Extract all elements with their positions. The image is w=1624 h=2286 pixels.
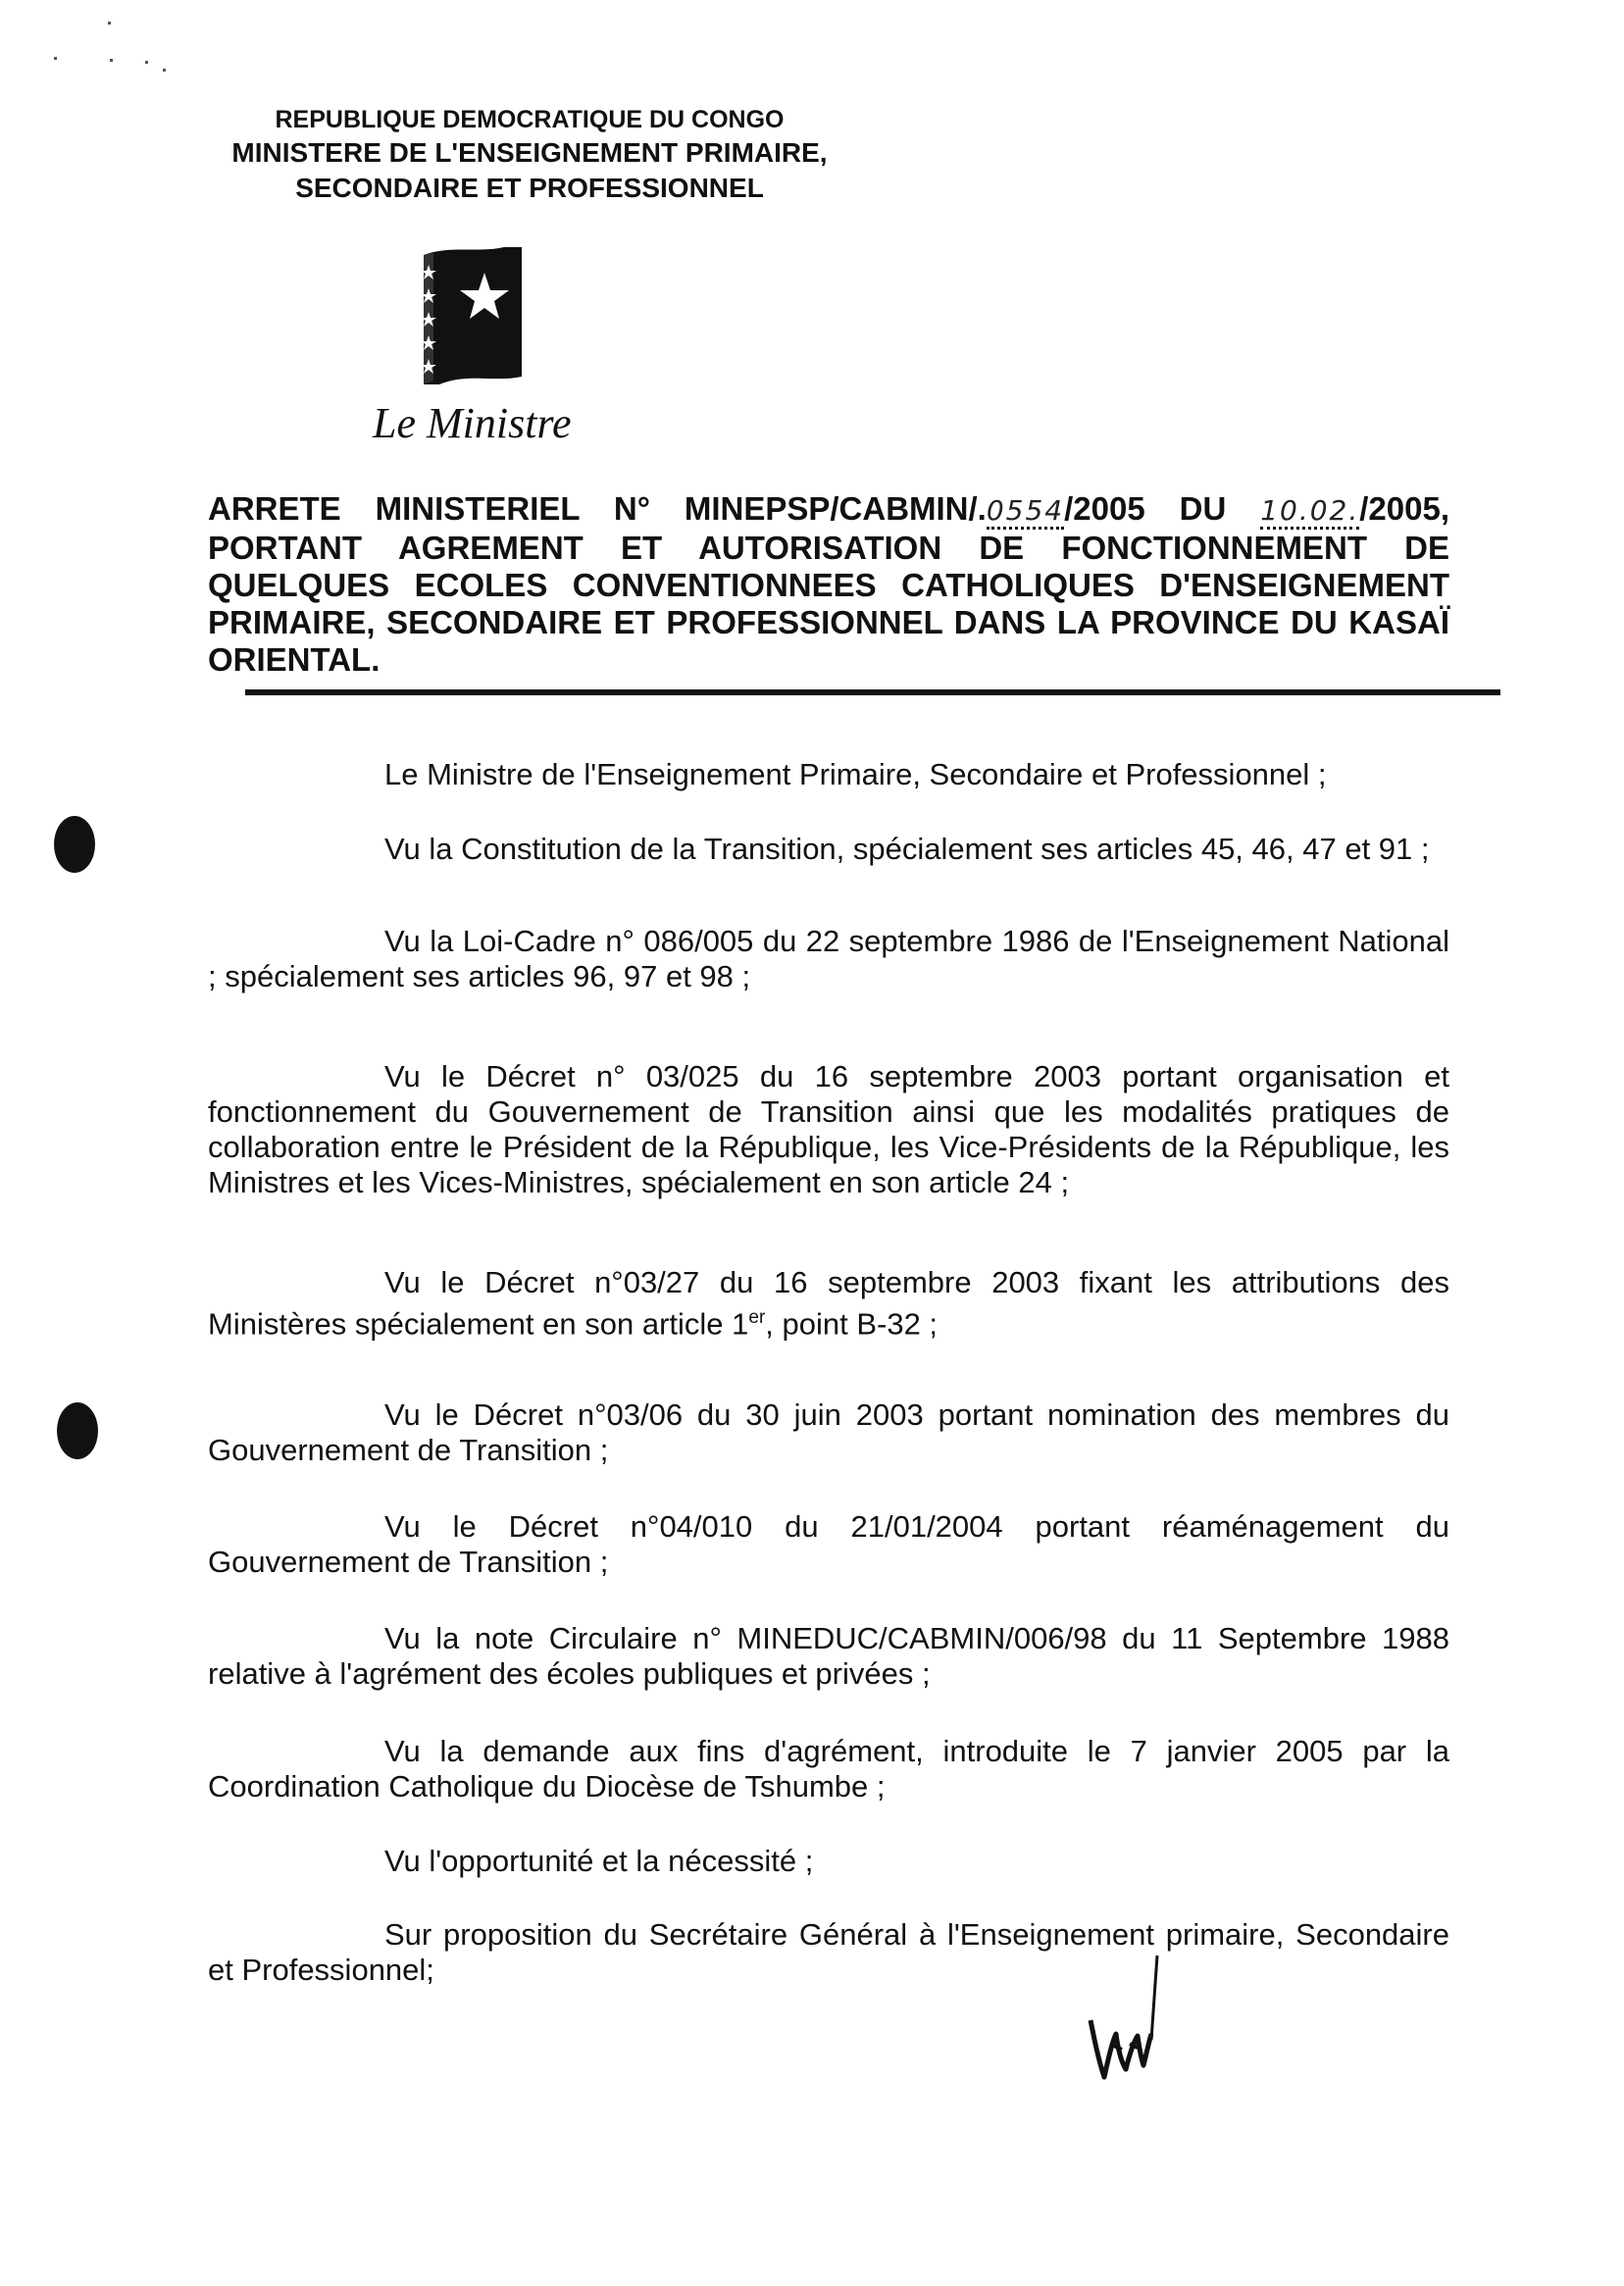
recital-constitution — [208, 832, 1449, 867]
scan-speck — [110, 59, 113, 62]
scan-speck — [54, 57, 57, 60]
title-underline-divider — [245, 689, 1500, 695]
decree-subject: PORTANT AGREMENT ET AUTORISATION DE FONCTIONNEMENT DE QUELQUES ECOLES CONVENTIONNEES CATHOLIQUES D'ENSEIGNEMENT PRIMAIRE, SECONDAIRE ET PROFESSIONNEL DANS LA PROVINCE DU KASAÏ ORIENTAL. — [208, 530, 1449, 678]
recital-decret-04-010 — [208, 1509, 1449, 1580]
recital-demande-agrement — [208, 1734, 1449, 1804]
recital-decret-03-025 — [208, 1059, 1449, 1200]
paragraph-text: Vu le Décret n°03/06 du 30 juin 2003 portant nomination des membres du Gouvernement de Transition ; — [208, 1397, 1449, 1467]
superscript-text: er — [748, 1307, 766, 1328]
decree-year-separator: /2005 DU — [1064, 490, 1261, 527]
decree-number-prefix: ARRETE MINISTERIEL N° MINEPSP/CABMIN/. — [208, 490, 987, 527]
recital-note-circulaire — [208, 1621, 1449, 1692]
signatory-title: Le Ministre — [373, 399, 572, 447]
paragraph-text: Vu le Décret n°04/010 du 21/01/2004 portant réaménagement du Gouvernement de Transition ; — [208, 1509, 1449, 1579]
paragraph-text: Vu la demande aux fins d'agrément, introduite le 7 janvier 2005 par la Coordination Catholique du Diocèse de Tshumbe ; — [208, 1734, 1449, 1803]
drc-flag-emblem-icon — [420, 243, 528, 388]
scan-speck — [108, 22, 111, 25]
handwritten-decree-date: 10.02. — [1260, 494, 1359, 530]
paragraph-text: , point B-32 ; — [765, 1306, 939, 1342]
recital-proposition — [208, 1917, 1449, 1988]
paragraph-text: Vu la note Circulaire n° MINEDUC/CABMIN/006/98 du 11 Septembre 1988 relative à l'agrément des écoles publiques et privées ; — [208, 1621, 1449, 1691]
handwritten-initials-icon — [1079, 1952, 1187, 2089]
country-name: REPUBLIQUE DEMOCRATIQUE DU CONGO — [275, 106, 785, 133]
preamble-minister — [208, 757, 1449, 792]
handwritten-decree-number: 0554 — [987, 494, 1064, 530]
decree-year-suffix: /2005, — [1359, 490, 1449, 527]
paragraph-text: Vu le Décret n°03/27 du 16 septembre 2003 fixant les attributions des Ministères spécialement en son article 1 — [208, 1265, 1449, 1342]
decree-title — [208, 490, 1449, 679]
paragraph-text: Vu l'opportunité et la nécessité ; — [384, 1844, 814, 1878]
paragraph-text: Le Ministre de l'Enseignement Primaire, Secondaire et Professionnel ; — [384, 757, 1327, 791]
recital-decret-03-06 — [208, 1397, 1449, 1468]
recital-loi-cadre — [208, 924, 1449, 994]
paragraph-text: Vu le Décret n° 03/025 du 16 septembre 2003 portant organisation et fonctionnement du Gouvernement de Transition ainsi que les modalités pratiques de collaboration entre le Président de la République, les Vice-Présidents de la République, les Ministres et les Vices-Ministres, spécialement en son article 24 ; — [208, 1059, 1449, 1199]
recital-opportunite — [208, 1844, 1449, 1879]
punch-hole-mark — [57, 1402, 98, 1459]
scan-speck — [145, 61, 148, 64]
paragraph-text: Vu la Loi-Cadre n° 086/005 du 22 septembre 1986 de l'Enseignement National ; spécialement ses articles 96, 97 et 98 ; — [208, 924, 1449, 993]
scan-speck — [163, 69, 166, 72]
ministry-name: MINISTERE DE L'ENSEIGNEMENT PRIMAIRE, — [231, 137, 828, 168]
ministry-name-continued: SECONDAIRE ET PROFESSIONNEL — [295, 173, 764, 203]
paragraph-text: Vu la Constitution de la Transition, spécialement ses articles 45, 46, 47 et 91 ; — [384, 832, 1430, 866]
paragraph-text: Sur proposition du Secrétaire Général à l'Enseignement primaire, Secondaire et Professionnel; — [208, 1917, 1449, 1987]
punch-hole-mark — [54, 816, 95, 873]
recital-decret-03-27 — [208, 1265, 1449, 1342]
